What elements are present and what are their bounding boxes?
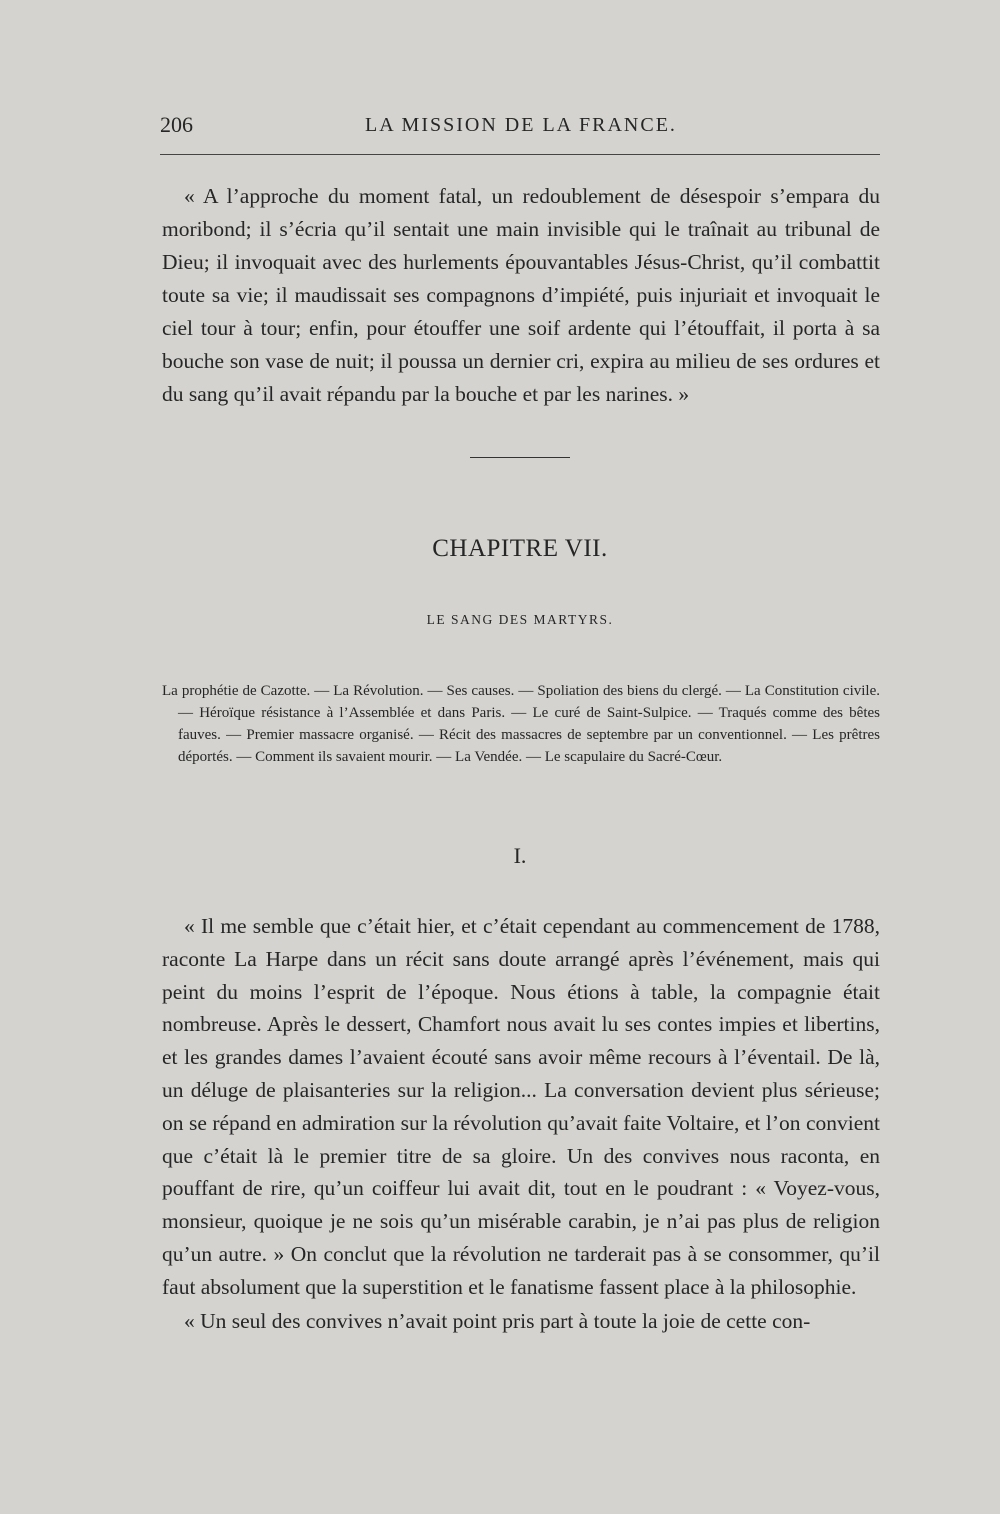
running-title: LA MISSION DE LA FRANCE.: [365, 114, 677, 136]
header-rule: [160, 154, 880, 155]
body-paragraph-continued: « Un seul des convives n’avait point pris part à toute la joie de cette con-: [184, 1309, 811, 1333]
section-numeral: I.: [513, 843, 527, 868]
section-divider: [470, 457, 570, 458]
page-number: 206: [160, 112, 193, 137]
body-paragraph: « Il me semble que c’était hier, et c’était cependant au commencement de 1788, raconte La Harpe dans un récit sans doute arrangé après l’événement, mais qui peint du moins l’esprit de l’époque. Nous étions à table, la compagnie était nombreuse. Après le dessert, Chamfort nous avait lu ses contes impies et libertins, et les grandes dames l’avaient écouté sans avoir même recours à l’éventail. De là, un déluge de plaisanteries sur la religion... La conversation devient plus sérieuse; on se répand en admiration sur la révolution qu’avait faite Voltaire, et l’on convient que c’était là le premier titre de sa gloire. Un des convives nous raconta, en pouffant de rire, qu’un coiffeur lui avait dit, tout en le poudrant : « Voyez-vous, monsieur, quoique je ne sois qu’un misérable carabin, je n’ai pas plus de religion qu’un autre. » On conclut que la révolution ne tarderait pas à se consommer, qu’il faut absolument que la superstition et le fanatisme fassent place à la philosophie.: [162, 914, 880, 1299]
chapter-subtitle: LE SANG DES MARTYRS.: [426, 612, 614, 627]
chapter-summary: La prophétie de Cazotte. — La Révolution. — Ses causes. — Spoliation des biens du clergé. — La Constitution civile. — Héroïque résistance à l’Assemblée et dans Paris. — Le curé de Saint-Sulpice. — Traqués comme des bêtes fauves. — Premier massacre organisé. — Récit des massacres de septembre par un conventionnel. — Les prêtres déportés. — Comment ils savaient mourir. — La Vendée. — Le scapulaire du Sacré-Cœur.: [162, 683, 880, 765]
quote-paragraph: « A l’approche du moment fatal, un redoublement de désespoir s’empara du moribond; il s’écria qu’il sentait une main invisible qui le traînait au tribunal de Dieu; il invoquait avec des hurlements épouvantables Jésus-Christ, qu’il combattit toute sa vie; il maudissait ses compagnons d’impiété, puis injuriait et invoquait le ciel tour à tour; enfin, pour étouffer une soif ardente qui l’étouffait, il porta à sa bouche son vase de nuit; il poussa un dernier cri, expira au milieu de ses ordures et du sang qu’il avait répandu par la bouche et par les narines. »: [162, 184, 880, 406]
chapter-title: CHAPITRE VII.: [432, 535, 608, 562]
